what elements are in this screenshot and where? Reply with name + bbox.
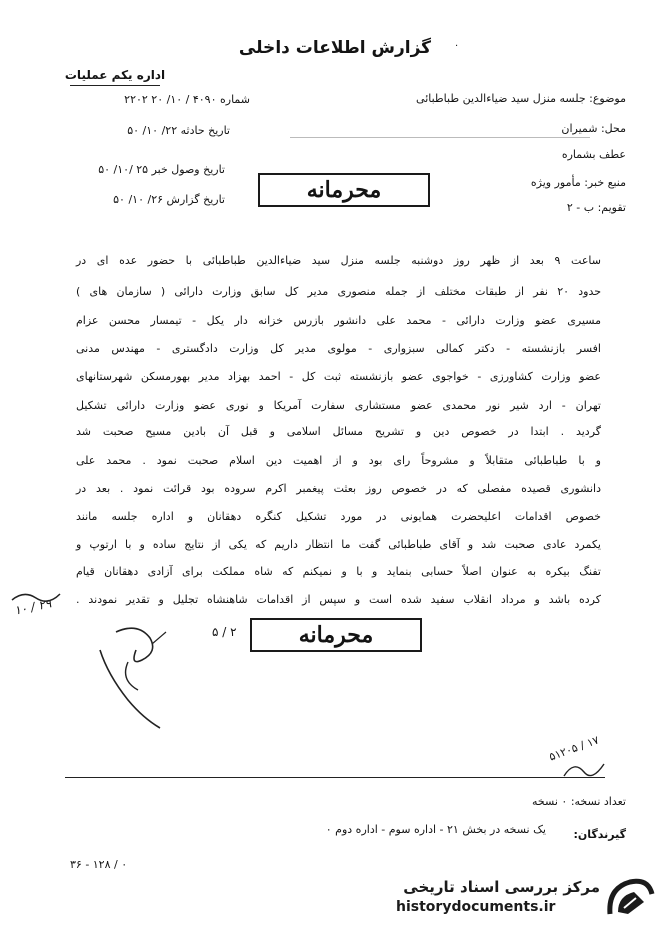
- footer-separator: [65, 777, 605, 778]
- location-underline: [290, 137, 590, 138]
- body-line: حدود ۲۰ نفر از طبقات مختلف از جمله منصوری مدیر کل سابق وزارت دارائی ( سازمان های ): [76, 285, 602, 298]
- recipients-label: گیرندگان:: [573, 828, 626, 841]
- logo-url: historydocuments.ir: [396, 899, 556, 915]
- report-title: گزارش اطلاعات داخلی: [238, 38, 432, 58]
- body-line: گردید . ابتدا در خصوص دین و تشریح مسائل اسلامی و قبل آن بادین مسیح صحبت شد: [76, 425, 601, 438]
- body-line: تفنگ بیکره به عنوان اصلاً حسابی بنماید و با و نمیکنم که شاه مملکت برای آزادی دهقانان قیام: [76, 565, 601, 578]
- source-field: منبع خبر: مأمور ویژه: [530, 176, 626, 189]
- confidential-stamp-bottom: محرمانه: [250, 618, 422, 652]
- confidential-stamp-top: محرمانه: [258, 173, 430, 207]
- signature-date-scribble: [560, 756, 610, 786]
- signature-mark: [88, 620, 183, 739]
- body-line: خصوص اقدامات اعلیحضرت همایونی در مورد تشکیل کنگره دهقانان و اداره جلسه مانند: [76, 510, 601, 523]
- logo-name: مرکز بررسی اسناد تاریخی: [403, 878, 600, 896]
- incident-date: تاریخ حادثه ۲۲/ ۱۰/ ۵۰: [127, 124, 230, 137]
- archive-logo-icon: [604, 874, 656, 926]
- document-code: ۳۶ - ۱۲۸ / ۰: [70, 858, 128, 871]
- body-line: کرده باشد و مرداد انقلاب سفید شده است و سپس از اقدامات شاهنشاه تجلیل و تقدیر نمودند .: [76, 593, 601, 606]
- receipt-date: تاریخ وصول خبر ۲۵ /۱۰/ ۵۰: [98, 163, 225, 176]
- body-line: افسر بازنشسته - دکتر کمالی سبزواری - مولوی مدیر کل وزارت دادگستری - مهندس مدنی: [76, 342, 601, 355]
- location-field: محل: شمیران: [561, 122, 626, 135]
- margin-squiggle: [10, 588, 70, 610]
- copies-count: تعداد نسخه: ۰ نسخه: [532, 795, 626, 808]
- recipients-list: یک نسخه در بخش ۲۱ - اداره سوم - اداره دوم ۰: [325, 823, 546, 836]
- signature-date: ۵۱۲۰۵ / ۱۷: [547, 733, 601, 764]
- department-underline: [70, 85, 160, 86]
- body-line: مسیری عضو وزارت دارائی - محمد علی دانشور بازرس خزانه دار یکل - تیمسار محسن عزام: [76, 314, 601, 327]
- margin-note: ۱۰ / ۲۹: [12, 596, 53, 618]
- body-line: عضو وزارت کشاورزی - خواجوی عضو بازنشسته ثبت کل - احمد بهزاد مدیر بهورمسکن شهرستانهای: [76, 370, 601, 383]
- department-label: اداره یکم عملیات: [64, 68, 166, 82]
- evaluation-field: تقویم: ب - ۲: [566, 201, 626, 214]
- report-date: تاریخ گزارش ۲۶/ ۱۰/ ۵۰: [113, 193, 225, 206]
- page-mark: ۵ / ۲: [212, 625, 237, 639]
- body-line: تهران - ارد شیر نور محمدی عضو مستشاری سفارت آمریکا و نوری عضو وزارت دارائی تشکیل: [76, 399, 601, 412]
- body-line: دانشوری قصیده مفصلی که در خصوص روز بعثت پیغمبر اکرم سروده بود قرائت نمود . بعد در: [76, 482, 601, 495]
- body-line: ساعت ۹ بعد از ظهر روز دوشنبه جلسه منزل سید ضیاءالدین طباطبائی با حضور عده ای در: [76, 254, 601, 267]
- report-number: شماره ۴۰۹۰ / ۱۰/ ۲۰ ۲۲۰۲: [124, 93, 250, 106]
- body-line: و با طباطبائی متقابلاً و مشروحاً رای بود و از اهمیت دین اسلام صحبت نمود . محمد علی: [76, 454, 601, 467]
- body-line: یکمرد عادی صحبت شد و آقای طباطبائی گفت ما انتظار داریم که یکی از نتایج ساده و با ارتوپ و: [76, 538, 601, 551]
- title-dot: .: [455, 38, 459, 49]
- subject-field: موضوع: جلسه منزل سید ضیاءالدین طباطبائی: [416, 92, 626, 105]
- attachment-field: عطف بشماره: [561, 148, 626, 161]
